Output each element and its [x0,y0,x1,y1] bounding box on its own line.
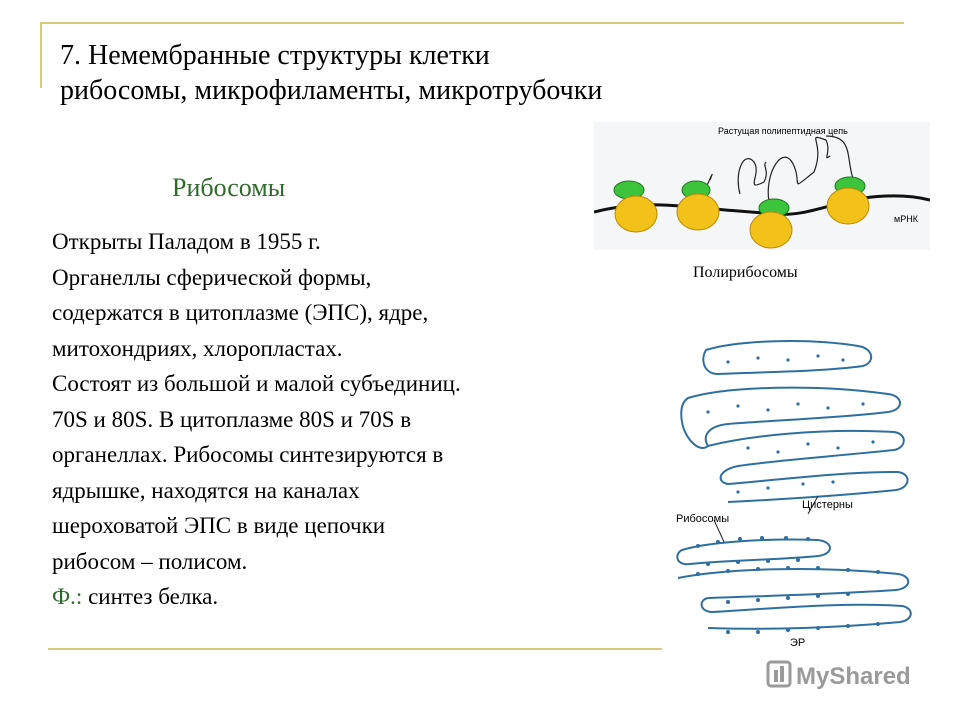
ribosome-large-subunit [677,194,719,230]
polypeptide-chain-label: Растущая полипептидная цепь [718,126,848,136]
body-line: содержатся в цитоплазме (ЭПС), ядре, [52,300,429,325]
section-heading: Рибосомы [172,173,286,202]
cisterns-label: Цистерны [802,499,853,511]
slide-title-second-line: рибосомы, микрофиламенты, микротрубочки [60,75,603,106]
function-line [52,579,612,615]
rough-er-figure [668,332,920,652]
body-text [52,224,612,615]
mrna-label: мРНК [894,214,918,224]
body-line: органеллах. Рибосомы синтезируются в [52,442,444,467]
watermark-text: MyShared [796,663,911,690]
title-rule-top [40,22,904,24]
function-label: Ф.: [52,584,83,609]
er-cistern-outline [703,341,871,374]
footer-rule [48,648,662,650]
function-text: синтез белка. [82,584,219,609]
ribosome-large-subunit [615,196,657,232]
body-line: шероховатой ЭПС в виде цепочки [52,513,386,538]
body-line: рибосом – полисом. [52,548,248,574]
er-cistern-outline [678,569,911,629]
slide-title: 7. Немембранные структуры клетки [60,40,490,71]
title-rule-left [40,22,42,88]
body-line: ядрышке, находятся на каналах [52,477,360,503]
body-line: Состоят из большой и малой субъединиц. [52,371,461,396]
polyribosome-figure [594,122,930,250]
ribosome-large-subunit [827,188,869,224]
body-line: Органеллы сферической формы, [52,264,372,290]
ribosomes-label: Рибосомы [676,513,730,525]
polyribosome-caption: Полирибосомы [693,264,798,281]
watermark-logo [766,654,928,696]
er-label: ЭР [790,637,806,649]
body-line: митохондриях, хлоропластах. [52,335,343,361]
presentation-icon [768,662,790,686]
body-line: 70S и 80S. В цитоплазме 80S и 70S в [52,406,412,432]
er-cistern-outline [681,388,900,448]
body-line: Открыты Паладом в 1955 г. [52,229,321,254]
ribosome-large-subunit [750,212,792,248]
er-cistern-outline [677,539,830,564]
